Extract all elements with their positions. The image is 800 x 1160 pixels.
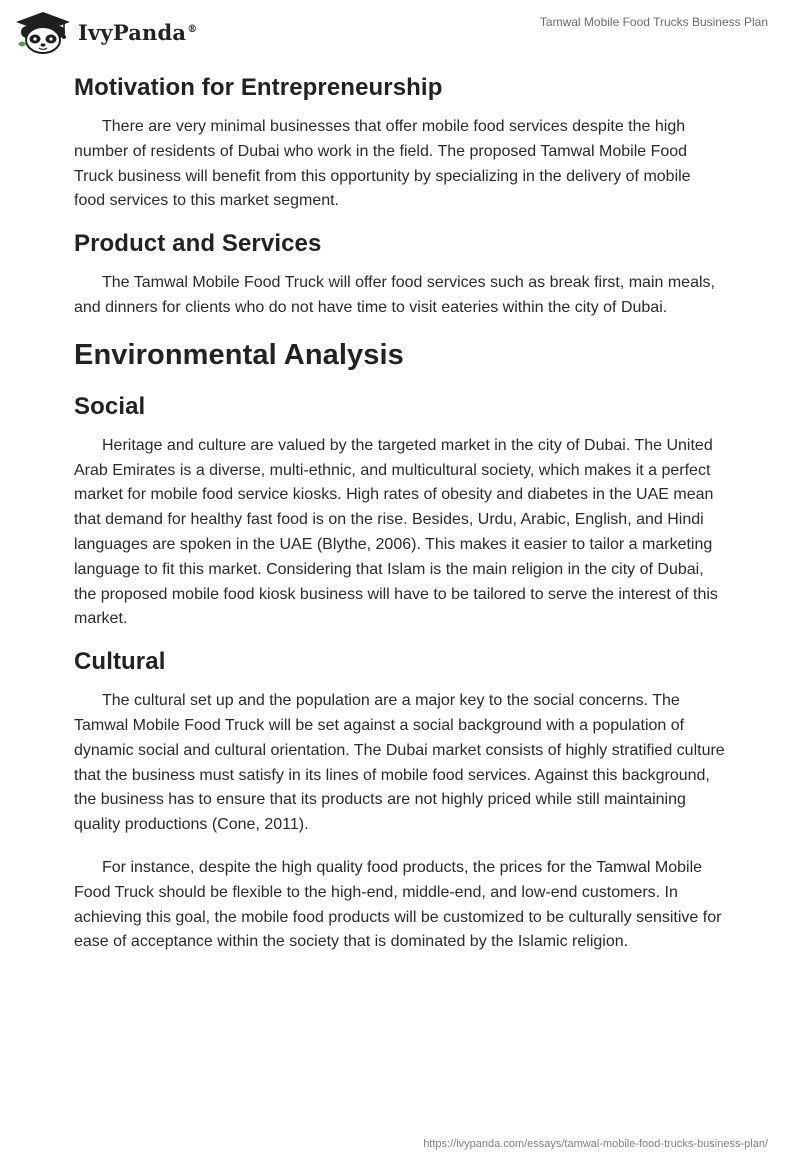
brand-logo[interactable] [14,8,197,56]
document-title: Tamwal Mobile Food Trucks Business Plan [539,15,768,29]
heading-products: Product and Services [74,230,322,258]
essay-body [74,72,726,955]
source-url[interactable]: https://ivypanda.com/essays/tamwal-mobile-food-trucks-business-plan/ [423,1138,768,1150]
heading-motivation: Motivation for Entrepreneurship [74,74,443,101]
heading-environmental-analysis: Environmental Analysis [74,338,404,371]
paragraph-social: Heritage and culture are valued by the targeted market in the city of Dubai. The United Arab Emirates is a diverse, multi-ethnic, and multicultural society, which makes it a perfect market for mobile food service kiosks. High rates of obesity and diabetes in the UAE mean that demand for healthy fast food is on the rise. Besides, Urdu, Arabic, English, and Hindi languages are spoken in the UAE (Blythe, 2006). This makes it easier to tailor a marketing language to fit this market. Considering that Islam is the main religion in the city of Dubai, the proposed mobile food kiosk business will have to be tailored to serve the interest of this market. [74,436,718,628]
panda-mascot-icon [14,10,72,54]
paragraph-cultural-2: For instance, despite the high quality food products, the prices for the Tamwal Mobile Food Truck should be flexible to the high-end, middle-end, and low-end customers. In achieving this goal, the mobile food products will be customized to be culturally sensitive for ease of acceptance within the society that is dominated by the Islamic religion. [74,858,722,951]
paragraph-products: The Tamwal Mobile Food Truck will offer food services such as break first, main meals, and dinners for clients who do not have time to visit eateries within the city of Dubai. [74,274,715,316]
paragraph-motivation: There are very minimal businesses that offer mobile food services despite the high number of residents of Dubai who work in the field. The proposed Tamwal Mobile Food Truck business will benefit from this opportunity by specializing in the delivery of mobile food services to this market segment. [74,118,691,210]
heading-cultural: Cultural [74,648,166,676]
heading-social: Social [74,392,146,420]
brand-name: IvyPanda® [78,19,198,45]
paragraph-cultural-1: The cultural set up and the population are a major key to the social concerns. The Tamwal Mobile Food Truck will be set against a social background with a population of dynamic social and cultural orientation. The Dubai market consists of highly stratified culture that the business must satisfy in its lines of mobile food services. Against this background, the business has to ensure that its products are not highly priced while still maintaining quality productions (Cone, 2011). [74,692,725,834]
